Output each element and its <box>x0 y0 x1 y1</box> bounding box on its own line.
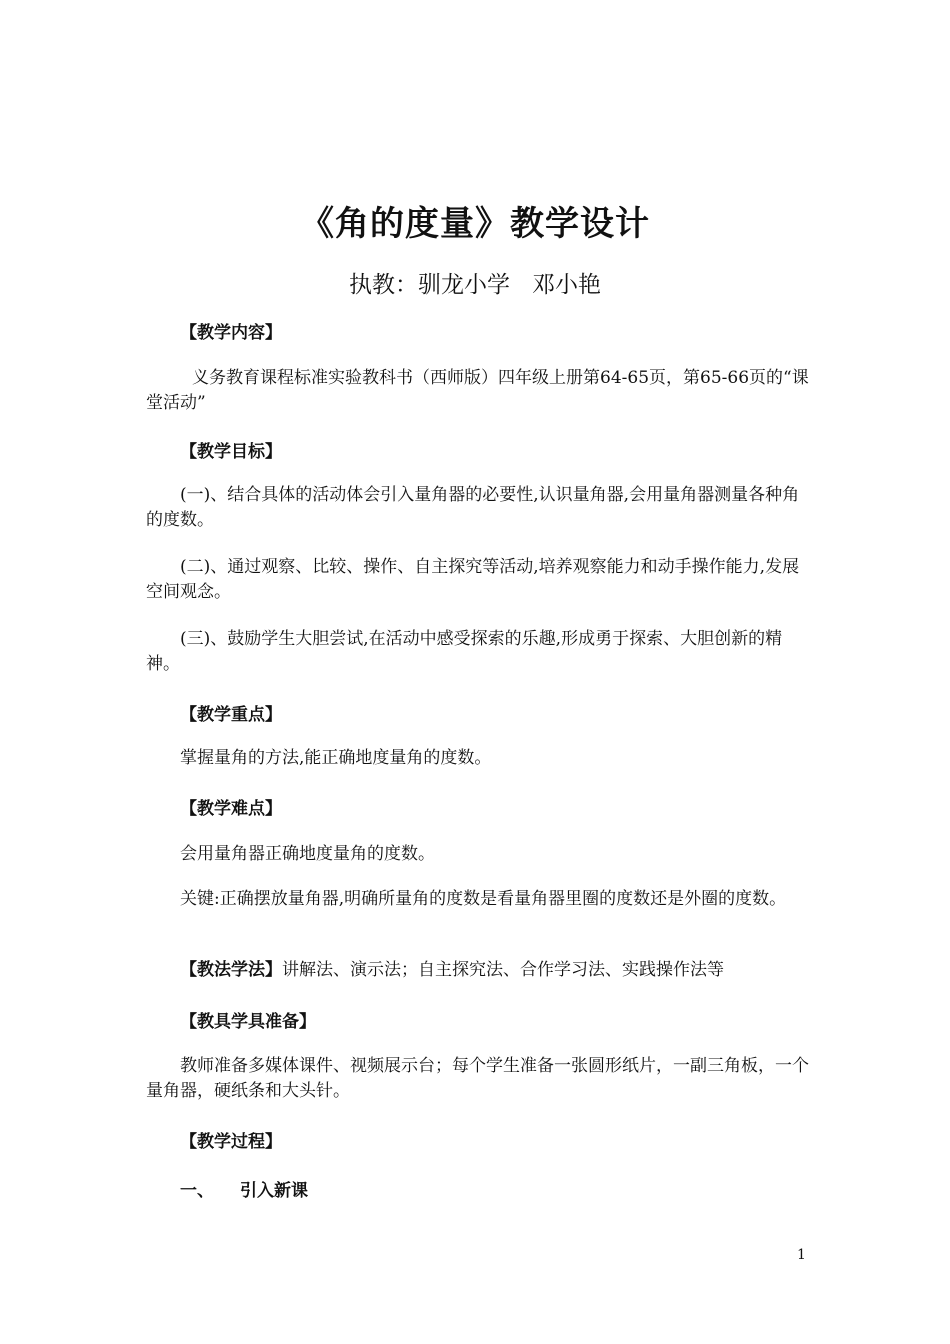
paragraph-key-note: 关键:正确摆放量角器,明确所量角的度数是看量角器里圈的度数还是外圈的度数。 <box>180 889 787 909</box>
heading-process: 【教学过程】 <box>180 1132 282 1152</box>
heading-difficulties: 【教学难点】 <box>180 799 282 819</box>
document-title: 《角的度量》教学设计 <box>300 204 650 244</box>
paragraph-tools: 教师准备多媒体课件、视频展示台；每个学生准备一张圆形纸片，一副三角板，一个量角器，硬纸条和大头针。 <box>146 1056 809 1101</box>
step-title: 引入新课 <box>240 1181 308 1201</box>
step-number: 一、 <box>180 1181 214 1201</box>
paragraph-key-points: 掌握量角的方法,能正确地度量角的度数。 <box>180 748 492 768</box>
process-step-1 <box>180 1176 308 1201</box>
paragraph-teaching-content: 义务教育课程标准实验教科书（西师版）四年级上册第64-65页，第65-66页的“课堂活动” <box>146 368 809 413</box>
author-line: 执教：驯龙小学 邓小艳 <box>349 272 601 298</box>
heading-key-points: 【教学重点】 <box>180 705 282 725</box>
heading-teaching-goals: 【教学目标】 <box>180 442 282 462</box>
heading-tools: 【教具学具准备】 <box>180 1012 316 1032</box>
methods-text: 讲解法、演示法；自主探究法、合作学习法、实践操作法等 <box>282 960 724 980</box>
paragraph-difficulties: 会用量角器正确地度量角的度数。 <box>180 844 435 864</box>
paragraph-goal-3: (三)、鼓励学生大胆尝试,在活动中感受探索的乐趣,形成勇于探索、大胆创新的精神。 <box>146 629 783 674</box>
paragraph-methods <box>146 958 810 983</box>
heading-teaching-content: 【教学内容】 <box>180 323 282 343</box>
heading-methods: 【教法学法】 <box>180 960 282 980</box>
page-number: 1 <box>797 1247 806 1263</box>
paragraph-goal-2: (二)、通过观察、比较、操作、自主探究等活动,培养观察能力和动手操作能力,发展空间观念。 <box>146 557 800 602</box>
paragraph-goal-1: (一)、结合具体的活动体会引入量角器的必要性,认识量角器,会用量角器测量各种角的度数。 <box>146 485 800 530</box>
